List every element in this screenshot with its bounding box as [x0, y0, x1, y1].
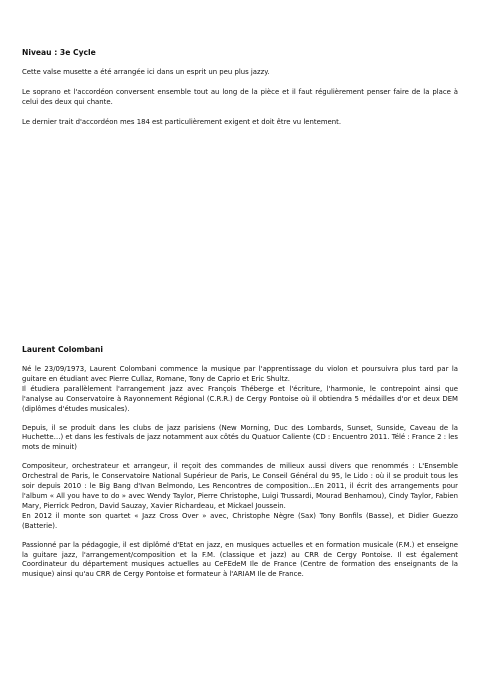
biography-heading: Laurent Colombani: [22, 345, 104, 354]
biography-paragraph-2: Il étudiera parallèlement l'arrangement jazz avec François Théberge et l'écriture, l'harmonie, le contrepoint ainsi que l'analyse au Conservatoire à Rayonnement Régional (C.R.R.) de Cergy Pontoise où il obtiendra 5 médailles d'or et deux DEM (diplômes d'études musicales).: [22, 384, 458, 413]
level-section: [22, 48, 458, 128]
level-paragraph-1: Cette valse musette a été arrangée ici dans un esprit un peu plus jazzy.: [22, 68, 270, 76]
level-heading: Niveau : 3e Cycle: [22, 48, 96, 57]
level-paragraph-3: Le dernier trait d'accordéon mes 184 est particulièrement exigent et doit être vu lentement.: [22, 117, 342, 126]
biography-section: [22, 345, 458, 580]
biography-paragraph-5: En 2012 il monte son quartet « Jazz Cross Over » avec, Christophe Nègre (Sax) Tony Bonfils (Basse), et Didier Guezzo (Batterie).: [22, 511, 458, 530]
biography-paragraph-1: Né le 23/09/1973, Laurent Colombani commence la musique par l'apprentissage du violon et poursuivra plus tard par la guitare en étudiant avec Pierre Cullaz, Romane, Tony de Caprio et Eric Shultz.: [22, 365, 458, 383]
biography-paragraph-3: Depuis, il se produit dans les clubs de jazz parisiens (New Morning, Duc des Lombards, Sunset, Sunside, Caveau de la Huchette…) et dans les festivals de jazz notamment aux côtés du Quatuor Caliente (CD : Encuentro 2011. Télé : France 2 : les mots de minuit): [22, 423, 458, 452]
level-paragraph-2: Le soprano et l'accordéon conversent ensemble tout au long de la pièce et il faut régulièrement penser faire de la place à celui des deux qui chante.: [22, 87, 458, 106]
biography-paragraph-4: Compositeur, orchestrateur et arrangeur, il reçoit des commandes de milieux aussi divers que renommés : L'Ensemble Orchestral de Paris, le Conservatoire National Supérieur de Paris, Le Conseil Général du 95, le Lido : où il se produit tous les soir depuis 2010 : le Big Bang d'Ivan Belmondo, Les Rencontres de composition…En 2011, il écrit des arrangements pour l'album « All you have to do » avec Wendy Taylor, Pierre Christophe, Luigi Trussardi, Mourad Benhamou), Cindy Taylor, Fabien Mary, Pierrick Pedron, David Sauzay, Xavier Richardeau, et Mickael Joussein.: [22, 462, 458, 510]
biography-paragraph-6: Passionné par la pédagogie, il est diplômé d'Etat en jazz, en musiques actuelles et en formation musicale (F.M.) et enseigne la guitare jazz, l'arrangement/composition et la F.M. (classique et jazz) au CRR de Cergy Pontoise. Il est également Coordinateur du département musiques actuelles au CeFEdeM Ile de France (Centre de formation des enseignants de la musique) ainsi qu'au CRR de Cergy Pontoise et formateur à l'ARIAM Ile de France.: [22, 540, 458, 579]
